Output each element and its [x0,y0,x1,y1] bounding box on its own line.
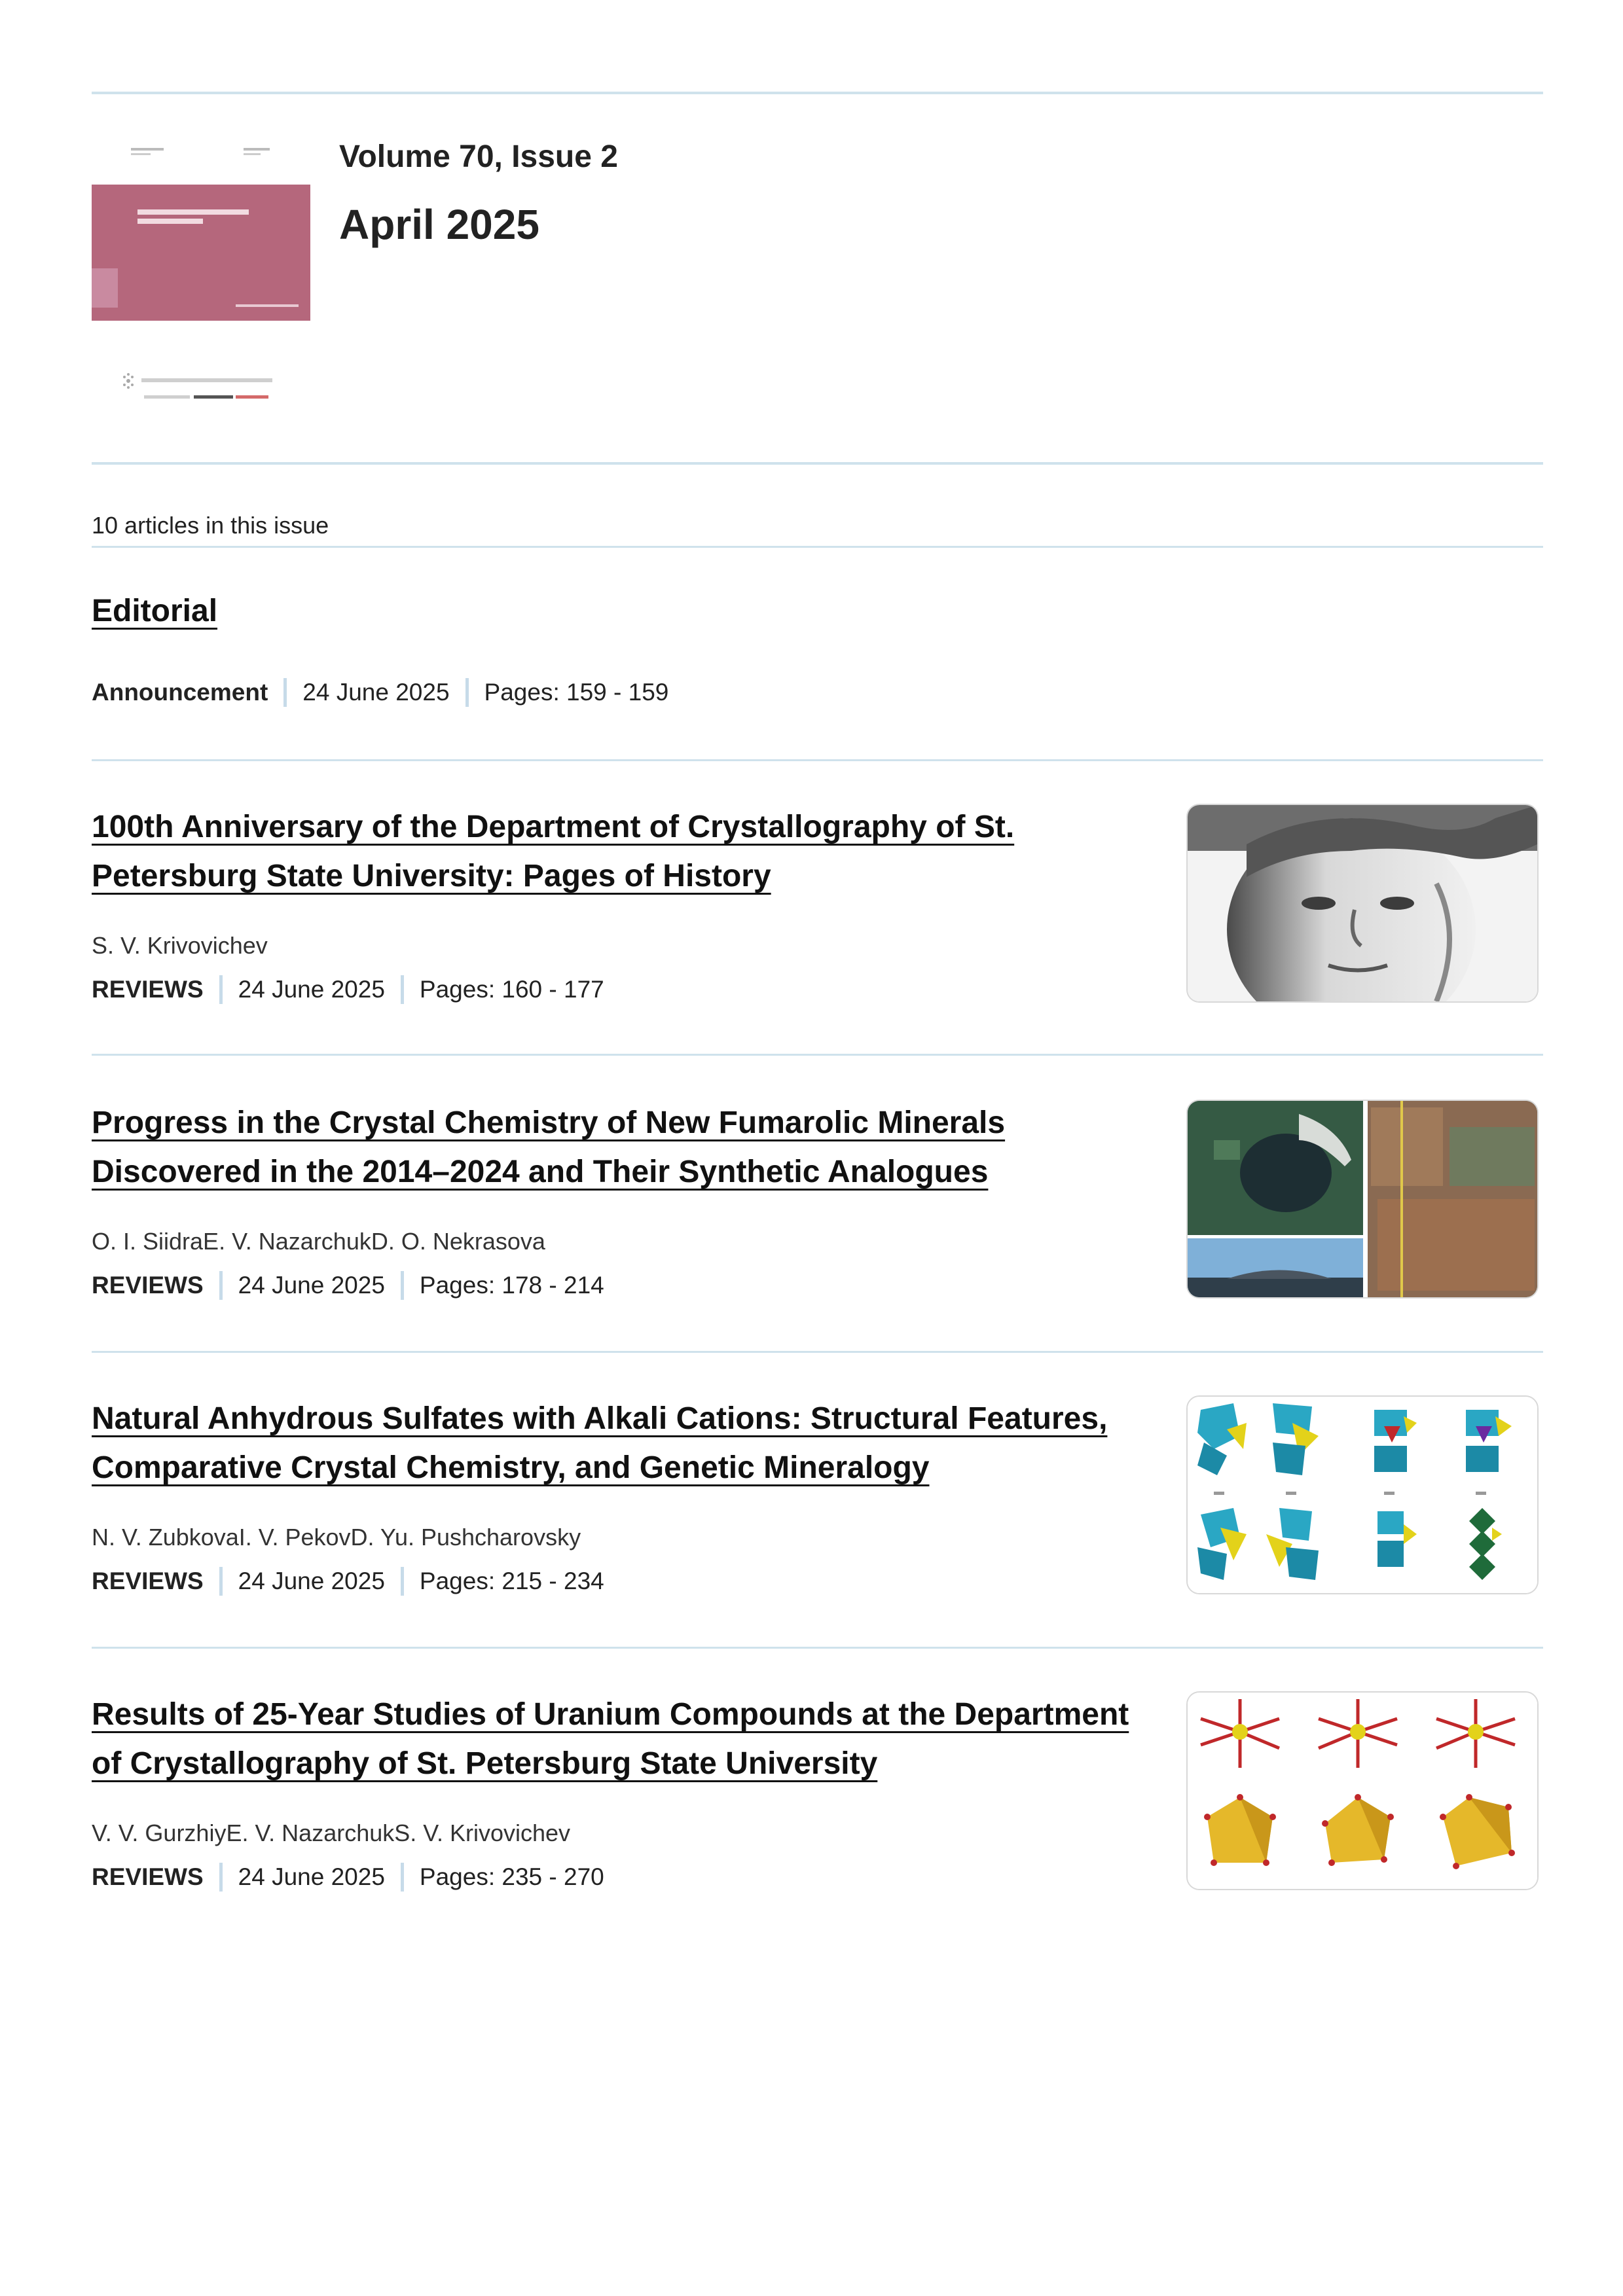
meta-separator [401,975,404,1004]
meta-separator [401,1863,404,1892]
article-meta [92,1863,604,1892]
article-date: 24 June 2025 [238,1568,385,1594]
article-meta [92,975,604,1004]
article-title [92,1098,1165,1196]
article-title-link[interactable]: Results of 25-Year Studies of Uranium Compounds at the Department of Crystallography of St. Petersburg State University [92,1697,1129,1781]
article-title [92,1690,1165,1788]
journal-cover-image[interactable] [92,144,310,321]
article-divider [92,1351,1543,1353]
meta-separator [219,975,223,1004]
meta-separator [465,678,469,707]
article-thumbnail[interactable] [1186,1395,1539,1594]
article-pages: Pages: 178 - 214 [419,1272,604,1299]
article-authors: O. I. SiidraE. V. NazarchukD. O. Nekrasova [92,1228,545,1255]
issue-volume: Volume 70, Issue 2 [339,139,618,174]
article-date: 24 June 2025 [238,976,385,1003]
count-divider [92,546,1543,548]
article-title-link[interactable]: Editorial [92,594,218,628]
article-divider [92,1647,1543,1649]
article-authors: V. V. GurzhiyE. V. NazarchukS. V. Krivovichev [92,1820,571,1846]
article-thumbnail[interactable] [1186,1691,1539,1890]
header-bottom-divider [92,462,1543,465]
article-meta [92,1271,604,1300]
article-divider [92,759,1543,761]
article-date: 24 June 2025 [238,1863,385,1890]
article-authors: S. V. Krivovichev [92,932,268,959]
meta-separator [401,1271,404,1300]
article-meta [92,678,668,707]
article-pages: Pages: 215 - 234 [419,1568,604,1594]
article-type: REVIEWS [92,976,204,1003]
issue-date: April 2025 [339,201,539,248]
article-type: REVIEWS [92,1863,204,1890]
meta-separator [401,1567,404,1596]
article-thumbnail[interactable] [1186,1100,1539,1299]
article-pages: Pages: 159 - 159 [484,679,669,706]
article-date: 24 June 2025 [302,679,450,706]
article-date: 24 June 2025 [238,1272,385,1299]
article-divider [92,1054,1543,1056]
article-title-link[interactable]: 100th Anniversary of the Department of Crystallography of St. Petersburg State University: Pages of History [92,810,1015,893]
article-pages: Pages: 160 - 177 [419,976,604,1003]
publisher-logo [118,372,288,406]
article-title-link[interactable]: Progress in the Crystal Chemistry of New Fumarolic Minerals Discovered in the 2014–2024 and Their Synthetic Analogues [92,1105,1006,1189]
article-type: REVIEWS [92,1568,204,1594]
article-pages: Pages: 235 - 270 [419,1863,604,1890]
meta-separator [283,678,287,707]
meta-separator [219,1863,223,1892]
article-type: REVIEWS [92,1272,204,1299]
meta-separator [219,1567,223,1596]
article-title [92,586,1165,636]
header-top-divider [92,92,1543,94]
meta-separator [219,1271,223,1300]
article-thumbnail[interactable] [1186,804,1539,1003]
article-title [92,802,1165,901]
article-meta [92,1567,604,1596]
article-title [92,1394,1165,1492]
article-count: 10 articles in this issue [92,512,329,539]
article-type: Announcement [92,679,268,706]
article-title-link[interactable]: Natural Anhydrous Sulfates with Alkali Cations: Structural Features, Comparative Crystal Chemistry, and Genetic Mineralogy [92,1401,1108,1485]
article-authors: N. V. ZubkovaI. V. PekovD. Yu. Pushcharovsky [92,1524,581,1551]
